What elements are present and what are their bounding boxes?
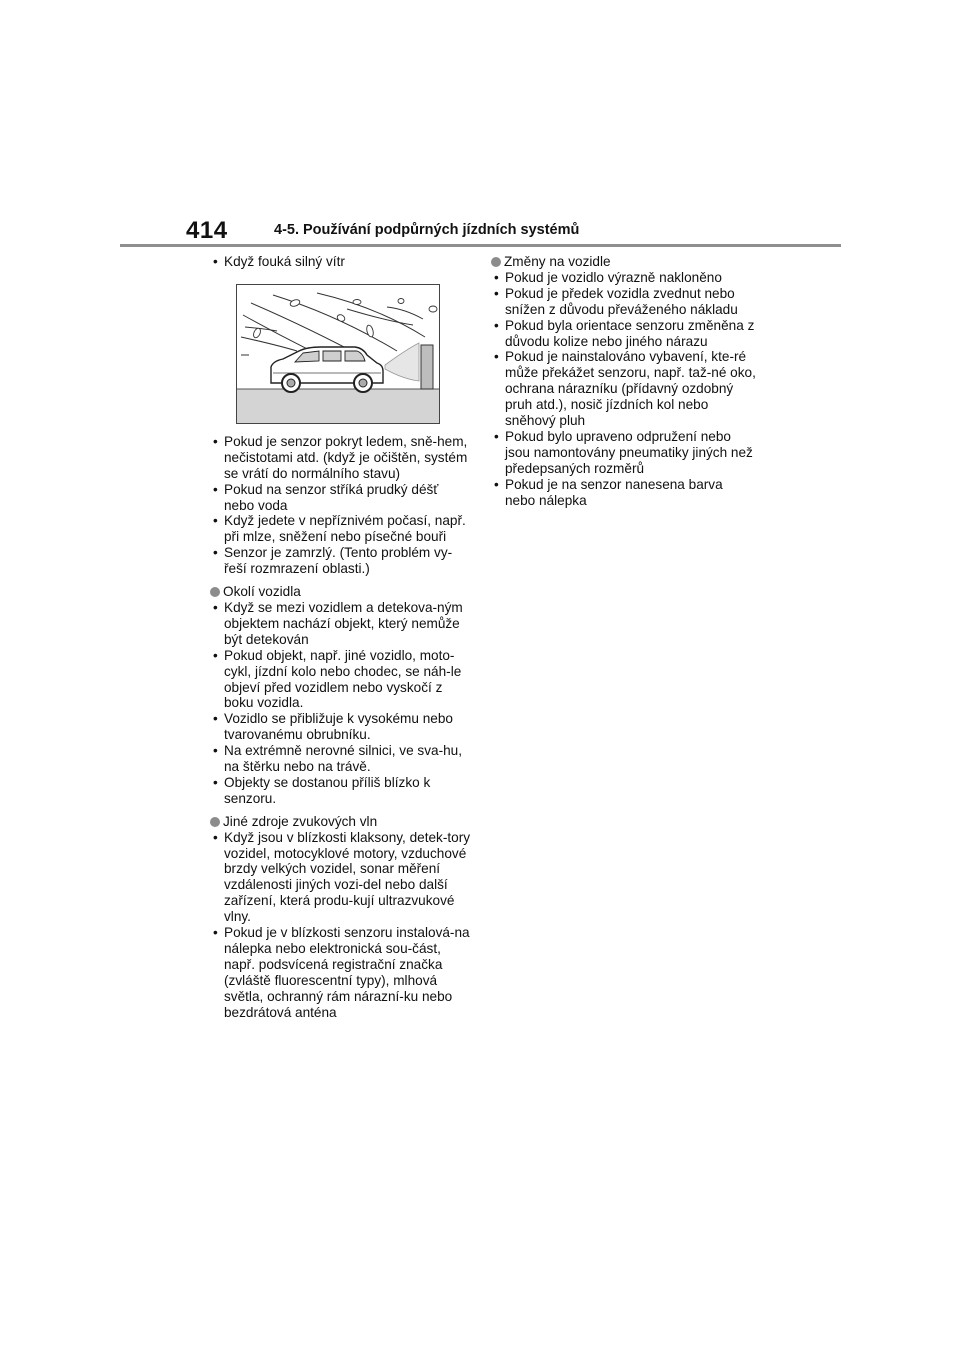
surroundings-section <box>210 584 472 807</box>
list-item: • Když jsou v blízkosti klaksony, detek-tory vozidel, motocyklové motory, vzduchové brzdy velkých vozidel, sonar měření vzdálenosti jiných vozi-del nebo další zařízení, která produ-kují ultrazvukové vlny. <box>210 830 472 925</box>
header-rule <box>120 244 841 247</box>
bullet-dot-icon <box>210 587 220 597</box>
list-item: • Pokud je vozidlo výrazně nakloněno <box>491 270 756 286</box>
section-heading: Okolí vozidla <box>223 584 301 600</box>
section-heading: Změny na vozidle <box>504 254 611 269</box>
road-ground <box>237 389 439 423</box>
list-item: • Pokud je na senzor nanesena barva nebo nálepka <box>491 477 756 509</box>
list-item: • Pokud je předek vozidla zvednut nebo snížen z důvodu převáženého nákladu <box>491 286 756 318</box>
list-item: • Pokud je nainstalováno vybavení, kte-ré může překážet senzoru, např. taž-né oko, ochrana nárazníku (přídavný ozdobný pruh atd.), nosič jízdních kol nebo sněhový pluh <box>491 349 756 429</box>
bullet-dot-icon <box>210 817 220 827</box>
list-item: • Senzor je zamrzlý. (Tento problém vy-řeší rozmrazení oblasti.) <box>210 545 472 577</box>
section-title: 4-5. Používání podpůrných jízdních systémů <box>274 222 580 238</box>
list-item: • Objekty se dostanou příliš blízko k senzoru. <box>210 775 472 807</box>
car-icon <box>271 347 383 392</box>
sensor-wave <box>385 343 419 381</box>
list-item: • Když se mezi vozidlem a detekova-ným objektem nachází objekt, který nemůže být detekován <box>210 600 472 648</box>
list-item: • Pokud byla orientace senzoru změněna z důvodu kolize nebo jiného nárazu <box>491 318 756 350</box>
wind-illustration-svg <box>237 285 439 423</box>
list-item: • Vozidlo se přibližuje k vysokému nebo tvarovanému obrubníku. <box>210 711 472 743</box>
list-item: • Pokud je senzor pokryt ledem, sně-hem, nečistotami atd. (když je očištěn, systém se vrátí do normálního stavu) <box>210 434 472 482</box>
weather-list <box>210 434 472 577</box>
intro-list <box>210 254 472 270</box>
list-item: • Když jedete v nepříznivém počasí, např. při mlze, sněžení nebo písečné bouři <box>210 513 472 545</box>
leaf-icon <box>252 298 437 338</box>
list-item: • Pokud objekt, např. jiné vozidlo, moto-cykl, jízdní kolo nebo chodec, se náh-le objeví před vozidlem nebo vyskočí z boku vozidla. <box>210 648 472 712</box>
list-item: • Pokud na senzor stříká prudký déšť nebo voda <box>210 482 472 514</box>
bullet-dot-icon <box>491 257 501 267</box>
list-item: • Na extrémně nerovné silnici, ve sva-hu, na štěrku nebo na trávě. <box>210 743 472 775</box>
page-number: 414 <box>186 217 228 244</box>
right-column <box>491 254 756 516</box>
vehicle-changes-section <box>491 254 756 509</box>
wind-illustration <box>236 284 440 424</box>
list-item: • Pokud je v blízkosti senzoru instalová-na nálepka nebo elektronická sou-část, např. podsvícená registrační značka (zvláště fluorescentní typy), mlhová světla, ochranný rám nárazní-ku nebo bezdrátová anténa <box>210 925 472 1020</box>
sound-sources-section <box>210 814 472 1021</box>
list-item: • Když fouká silný vítr <box>210 254 472 270</box>
wall-icon <box>421 345 433 389</box>
left-column <box>210 254 472 1028</box>
list-item: • Pokud bylo upraveno odpružení nebo jsou namontovány pneumatiky jiných než předepsaných rozměrů <box>491 429 756 477</box>
section-heading: Jiné zdroje zvukových vln <box>223 813 378 829</box>
